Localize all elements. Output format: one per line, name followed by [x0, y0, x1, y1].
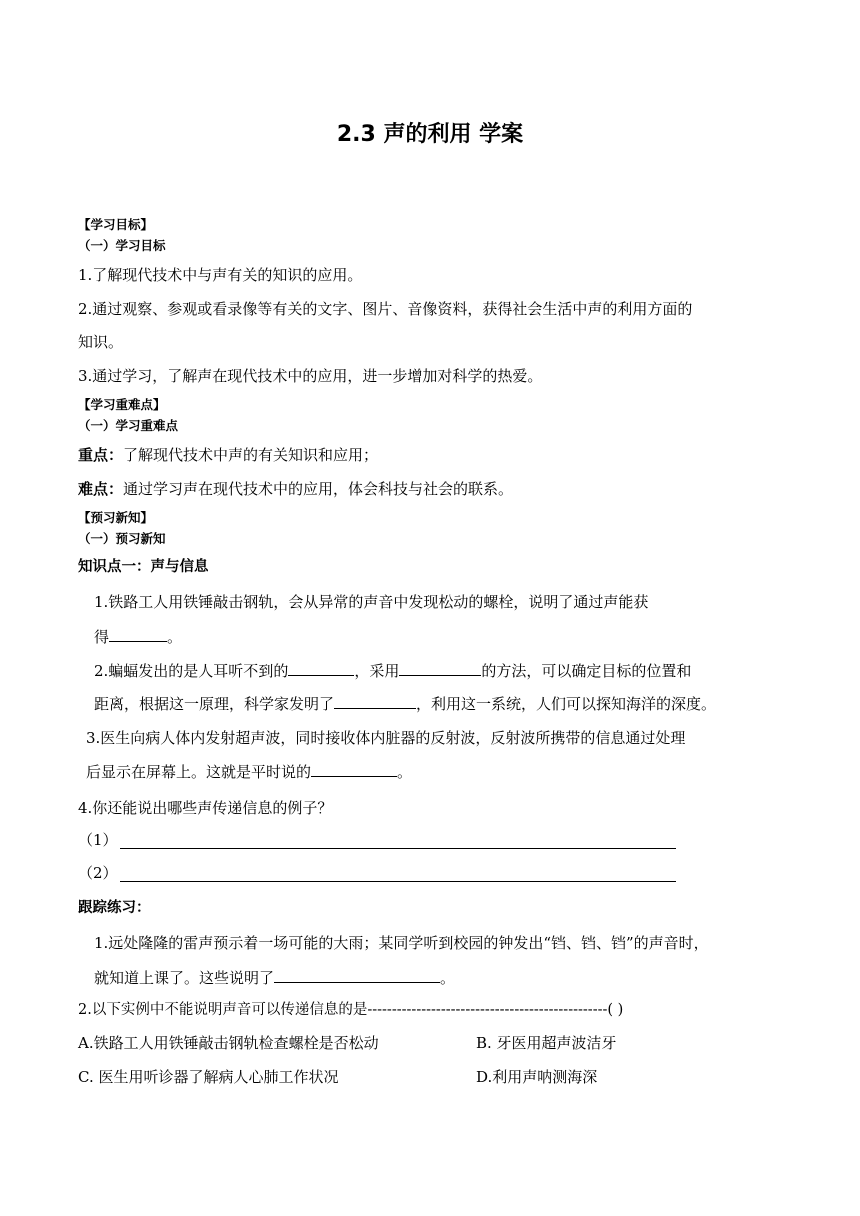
subheading-preview: （一）预习新知: [78, 531, 166, 546]
option-d: D.利用声呐测海深: [476, 1068, 598, 1086]
knowledge-point-title: 知识点一：声与信息: [78, 559, 209, 575]
question-4-answer-1-label: （1）: [78, 831, 118, 849]
question-2-line-2: [94, 692, 716, 715]
question-4-answer-2-label: （2）: [78, 864, 118, 882]
answer-blank[interactable]: [288, 659, 354, 676]
question-3-line-2: [86, 760, 412, 783]
page-title: 2.3 声的利用 学案: [336, 122, 524, 147]
section-heading-key-points: 【学习重难点】: [78, 397, 166, 412]
subheading-key-points: （一）学习重难点: [78, 418, 179, 433]
question-2-text-2: ，采用: [354, 662, 400, 680]
subheading-objectives: （一）学习目标: [78, 238, 166, 253]
question-1-suffix: 。: [167, 628, 183, 646]
answer-line-1[interactable]: [120, 848, 676, 849]
objective-item-3: 3.通过学习，了解声在现代技术中的应用，进一步增加对科学的热爱。: [78, 367, 543, 385]
question-3-text-2: 。: [397, 763, 413, 781]
question-2-text-5: ，利用这一系统，人们可以探知海洋的深度。: [416, 695, 717, 713]
exercise-1-text-1: 就知道上课了。这些说明了: [94, 969, 275, 987]
exercise-1-line-1: 1.远处隆隆的雷声预示着一场可能的大雨；某同学听到校园的钟发出“铛、铛、铛”的声音时，: [94, 934, 709, 952]
objective-item-2: 2.通过观察、参观或看录像等有关的文字、图片、音像资料，获得社会生活中声的利用方面的: [78, 300, 693, 318]
objective-item-2-cont: 知识。: [78, 333, 124, 351]
question-1-prefix: 得: [94, 628, 110, 646]
answer-blank[interactable]: [399, 659, 481, 676]
question-2-text-4: 距离，根据这一原理，科学家发明了: [94, 695, 335, 713]
question-2-line-1: [94, 659, 691, 682]
question-2-text-3: 的方法，可以确定目标的位置和: [481, 662, 692, 680]
option-c: C. 医生用听诊器了解病人心肺工作状况: [78, 1068, 339, 1086]
question-3-text-1: 后显示在屏幕上。这就是平时说的: [86, 763, 312, 781]
key-point-label: 重点：: [78, 446, 124, 464]
question-1-line-2: [94, 625, 182, 648]
exercise-1-text-2: 。: [440, 969, 456, 987]
section-heading-preview: 【预习新知】: [78, 510, 154, 525]
answer-blank[interactable]: [311, 760, 397, 777]
exercise-2-question: 2.以下实例中不能说明声音可以传递信息的是-------------------------------------------------( ): [78, 1002, 624, 1018]
option-b: B. 牙医用超声波洁牙: [476, 1034, 617, 1052]
answer-blank[interactable]: [274, 966, 440, 983]
answer-blank[interactable]: [334, 692, 416, 709]
key-point: [78, 444, 378, 466]
option-a: A.铁路工人用铁锤敲击钢轨检查螺栓是否松动: [78, 1034, 379, 1052]
question-4: 4.你还能说出哪些声传递信息的例子？: [78, 799, 333, 817]
section-heading-objectives: 【学习目标】: [78, 217, 154, 232]
question-2-text-1: 2.蝙蝠发出的是人耳听不到的: [94, 662, 289, 680]
difficult-point-text: 通过学习声在现代技术中的应用，体会科技与社会的联系。: [123, 480, 514, 498]
question-1-line-1: 1.铁路工人用铁锤敲击钢轨，会从异常的声音中发现松动的螺栓，说明了通过声能获: [94, 593, 649, 611]
objective-item-1: 1.了解现代技术中与声有关的知识的应用。: [78, 266, 363, 284]
question-3-line-1: 3.医生向病人体内发射超声波，同时接收体内脏器的反射波，反射波所携带的信息通过处理: [86, 729, 686, 747]
answer-blank[interactable]: [109, 625, 167, 642]
difficult-point-label: 难点：: [78, 480, 124, 498]
difficult-point: [78, 478, 513, 500]
answer-line-2[interactable]: [120, 881, 676, 882]
practice-heading: 跟踪练习：: [78, 900, 151, 916]
key-point-text: 了解现代技术中声的有关知识和应用；: [123, 446, 379, 464]
exercise-1-line-2: [94, 966, 455, 989]
